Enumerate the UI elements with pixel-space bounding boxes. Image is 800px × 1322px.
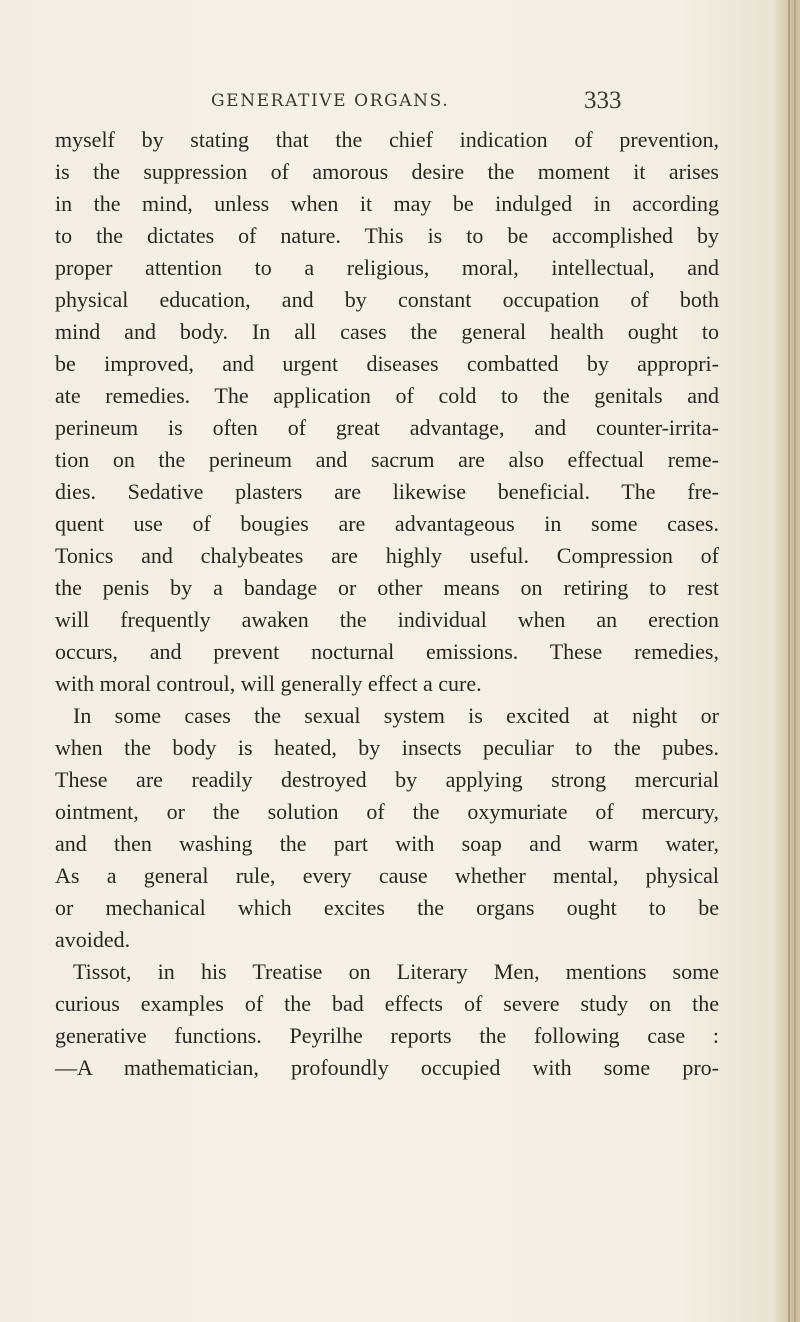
text-line: These are readily destroyed by applying strong mercurial	[55, 767, 719, 792]
text-line: is the suppression of amorous desire the moment it arises	[55, 159, 719, 184]
text-line: mind and body. In all cases the general health ought to	[55, 319, 719, 344]
page-number: 333	[584, 87, 622, 114]
text-line: occurs, and prevent nocturnal emissions. These remedies,	[55, 639, 719, 664]
text-line: be improved, and urgent diseases combatted by appropri-	[55, 351, 719, 376]
text-line: will frequently awaken the individual when an erection	[55, 607, 719, 632]
text-line: perineum is often of great advantage, and counter-irrita-	[55, 415, 719, 440]
text-line: ate remedies. The application of cold to the genitals and	[55, 383, 719, 408]
text-line: to the dictates of nature. This is to be accomplished by	[55, 223, 719, 248]
text-line: Tonics and chalybeates are highly useful. Compression of	[55, 543, 719, 568]
text-line: dies. Sedative plasters are likewise beneficial. The fre-	[55, 479, 719, 504]
text-line: the penis by a bandage or other means on retiring to rest	[55, 575, 719, 600]
body-text	[55, 124, 719, 1084]
running-title: GENERATIVE ORGANS.	[211, 91, 450, 111]
text-line: when the body is heated, by insects peculiar to the pubes.	[55, 735, 719, 760]
text-line: ointment, or the solution of the oxymuriate of mercury,	[55, 799, 719, 824]
page-edge-line	[794, 0, 796, 1322]
text-line: generative functions. Peyrilhe reports the following case :	[55, 1023, 719, 1048]
text-line: with moral controul, will generally effect a cure.	[55, 671, 482, 696]
text-line: In some cases the sexual system is excited at night or	[73, 703, 719, 728]
text-line: proper attention to a religious, moral, intellectual, and	[55, 255, 719, 280]
text-line: and then washing the part with soap and warm water,	[55, 831, 719, 856]
page-edge-shadow	[774, 0, 800, 1322]
text-line: quent use of bougies are advantageous in some cases.	[55, 511, 719, 536]
page-edge-line	[788, 0, 790, 1322]
text-line: —A mathematician, profoundly occupied with some pro-	[55, 1055, 719, 1080]
page-header	[0, 85, 800, 125]
text-line: or mechanical which excites the organs ought to be	[55, 895, 719, 920]
text-line: tion on the perineum and sacrum are also effectual reme-	[55, 447, 719, 472]
text-line: in the mind, unless when it may be indulged in according	[55, 191, 719, 216]
text-line: As a general rule, every cause whether mental, physical	[55, 863, 719, 888]
text-line: curious examples of the bad effects of severe study on the	[55, 991, 719, 1016]
text-line: physical education, and by constant occupation of both	[55, 287, 719, 312]
text-line: myself by stating that the chief indication of prevention,	[55, 127, 719, 152]
text-line: avoided.	[55, 927, 131, 952]
text-line: Tissot, in his Treatise on Literary Men, mentions some	[73, 959, 719, 984]
